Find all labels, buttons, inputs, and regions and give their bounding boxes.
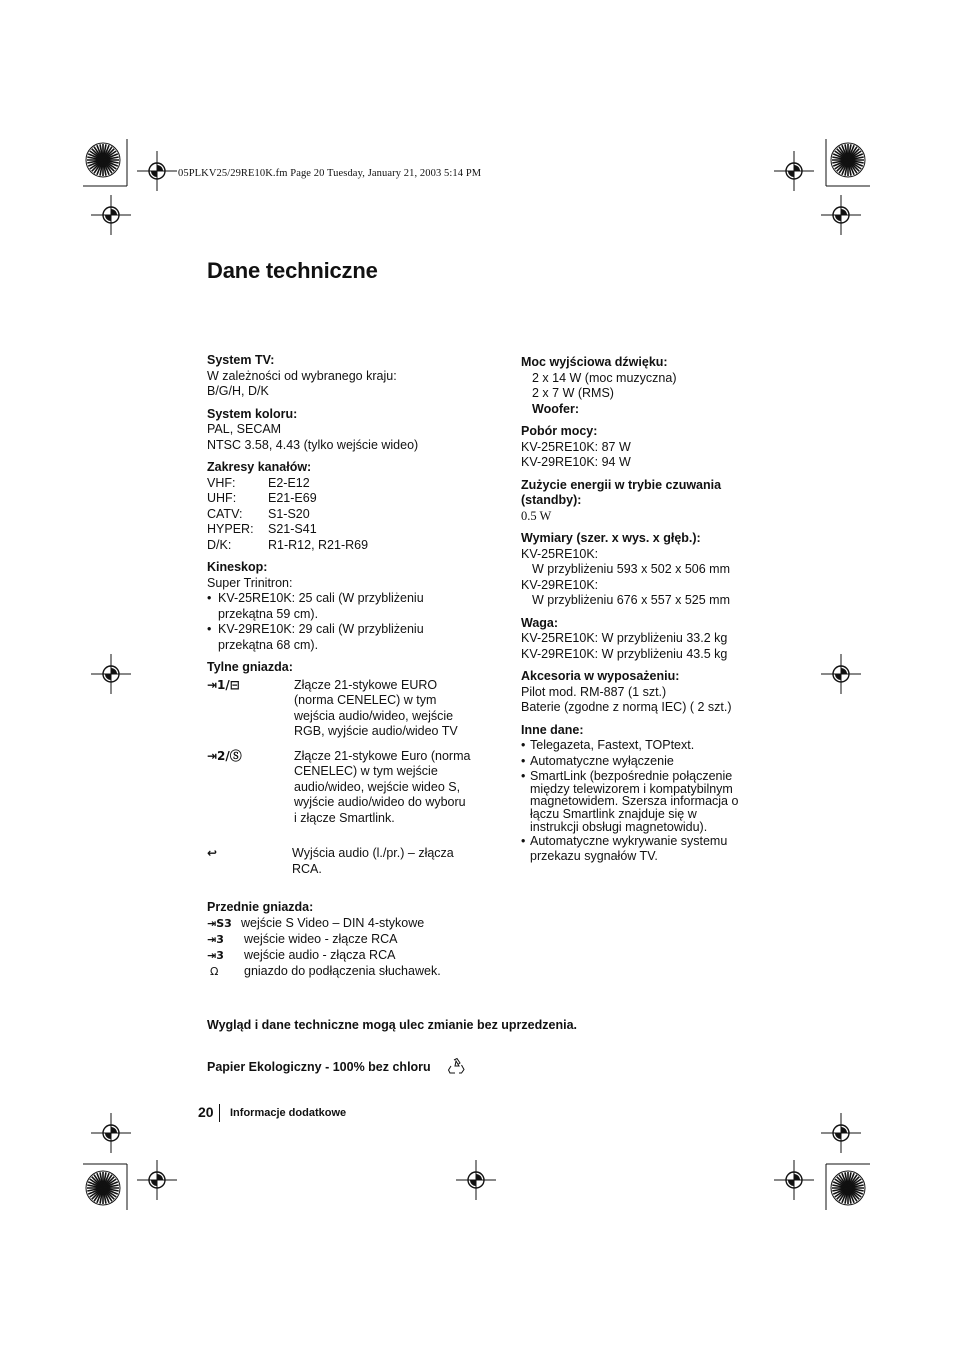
band-label: HYPER: <box>207 522 254 536</box>
band-value: S21-S41 <box>268 522 317 536</box>
page-title: Dane techniczne <box>207 258 378 283</box>
text-line: łączu Smartlink znajduje się w <box>530 807 697 822</box>
text-line: wyjście audio/wideo do wyboru <box>294 795 466 809</box>
heading: Kineskop: <box>207 560 268 574</box>
band-label: D/K: <box>207 537 232 552</box>
section-tylne-gniazda <box>207 660 497 877</box>
left-column <box>207 353 497 980</box>
list-item <box>207 622 497 653</box>
text-line: • Automatyczne wyłączenie <box>530 753 674 768</box>
heading: Akcesoria w wyposażeniu: <box>521 669 680 683</box>
list-item <box>521 738 761 754</box>
reg-mark-icon <box>91 1113 131 1153</box>
list-item <box>521 834 761 865</box>
section-zakresy <box>207 460 497 553</box>
text-line: Super Trinitron: <box>207 575 293 590</box>
heading: System TV: <box>207 353 275 367</box>
text-line: KV-25RE10K: <box>521 546 599 561</box>
text-line: Baterie (zgodne z normą IEC) ( 2 szt.) <box>521 700 732 714</box>
section-system-koloru <box>207 407 497 454</box>
s-video-icon: ⇥S3 <box>207 916 232 930</box>
reg-mark-icon <box>91 195 131 235</box>
band-row <box>207 476 497 492</box>
recycle-icon <box>447 1057 467 1077</box>
reg-mark-icon <box>456 1160 496 1200</box>
front-jack-row <box>207 916 497 932</box>
band-value: E2-E12 <box>268 475 310 490</box>
text-line: wejście wideo - złącze RCA <box>244 931 398 946</box>
scart-s-icon: ⇥2/Ⓢ <box>207 748 242 763</box>
section-waga <box>521 616 761 663</box>
list-item <box>207 591 497 622</box>
section-pobor <box>521 424 761 471</box>
heading: Pobór mocy: <box>521 424 598 438</box>
text-line: 0.5 W <box>521 508 552 523</box>
band-value: E21-E69 <box>268 491 317 505</box>
band-label: CATV: <box>207 506 243 521</box>
front-jack-row <box>207 932 497 948</box>
reg-mark-icon <box>774 151 814 191</box>
reg-mark-icon <box>821 654 861 694</box>
text-line: wejście audio - złącza RCA <box>244 947 396 962</box>
list-item <box>521 754 761 770</box>
heading: (standby): <box>521 493 582 507</box>
heading: Tylne gniazda: <box>207 660 293 674</box>
audio-in-icon: ⇥3 <box>207 948 224 962</box>
text-line: W przybliżeniu 593 x 502 x 506 mm <box>532 562 731 576</box>
text-line: W zależności od wybranego kraju: <box>207 368 397 383</box>
reg-mark-icon <box>821 1113 861 1153</box>
band-value: S1-S20 <box>268 506 310 521</box>
text-line: przekątna 59 cm). <box>218 606 319 621</box>
text-line: RGB, wyjście audio/wideo TV <box>294 724 458 738</box>
text-line: W przybliżeniu 676 x 557 x 525 mm <box>532 593 731 607</box>
heading: Przednie gniazda: <box>207 900 314 914</box>
text-line: KV-29RE10K: <box>521 577 599 592</box>
heading: Zakresy kanałów: <box>207 460 312 474</box>
text-line: CENELEC) w tym wejście <box>294 764 438 778</box>
heading: Inne dane: <box>521 722 584 737</box>
section-name: Informacje dodatkowe <box>230 1107 347 1119</box>
band-value: R1-R12, R21-R69 <box>268 537 369 552</box>
heading: Moc wyjściowa dźwięku: <box>521 355 668 369</box>
text-line: • SmartLink (bezpośrednie połączenie <box>530 769 733 783</box>
right-column <box>521 355 761 865</box>
connector-item <box>207 678 497 740</box>
text-line: B/G/H, D/K <box>207 384 269 398</box>
connector-item <box>207 846 497 877</box>
reg-mark-icon <box>91 654 131 694</box>
scart-icon: ⇥1/⊟ <box>207 677 240 692</box>
band-row <box>207 522 497 538</box>
band-label: VHF: <box>207 475 236 490</box>
band-row <box>207 507 497 523</box>
headphones-icon: Ω <box>210 964 219 978</box>
section-przednie-gniazda <box>207 900 497 980</box>
video-in-icon: ⇥3 <box>207 932 224 946</box>
section-inne <box>521 723 761 865</box>
starburst-icon <box>831 1171 865 1205</box>
text-line: Złącze 21-stykowe EURO <box>294 677 438 692</box>
text-line: przekazu sygnałów TV. <box>530 849 658 864</box>
section-moc <box>521 355 761 417</box>
section-wymiary <box>521 531 761 609</box>
section-system-tv <box>207 353 497 400</box>
reg-mark-icon <box>137 151 177 191</box>
text-line: NTSC 3.58, 4.43 (tylko wejście wideo) <box>207 437 419 452</box>
section-kineskop <box>207 560 497 653</box>
text-line: i złącze Smartlink. <box>294 810 395 825</box>
text-line: KV-29RE10K: W przybliżeniu 43.5 kg <box>521 646 728 661</box>
text-line: gniazdo do podłączenia słuchawek. <box>244 963 441 978</box>
text-line: 2 x 14 W (moc muzyczna) <box>532 370 677 385</box>
heading: Waga: <box>521 615 559 630</box>
text-line: RCA. <box>292 861 322 876</box>
heading: Zużycie energii w trybie czuwania <box>521 477 722 492</box>
text-line: Pilot mod. RM-887 (1 szt.) <box>521 684 667 699</box>
text-line: Złącze 21-stykowe Euro (norma <box>294 748 471 763</box>
text-line: • Telegazeta, Fastext, TOPtext. <box>530 738 695 752</box>
subheading: Woofer: <box>532 401 579 416</box>
page-number: 20 <box>198 1104 214 1120</box>
text-line: 2 x 7 W (RMS) <box>532 386 614 400</box>
heading: Wymiary (szer. x wys. x głęb.): <box>521 531 701 545</box>
front-jack-row <box>207 948 497 964</box>
text-line: magnetowidem. Szersza informacja o <box>530 794 739 809</box>
text-line: wejście S Video – DIN 4-stykowe <box>241 915 425 930</box>
text-line: KV-25RE10K: W przybliżeniu 33.2 kg <box>521 631 728 645</box>
text-line: PAL, SECAM <box>207 422 282 436</box>
text-line: instrukcji obsługi magnetowidu). <box>530 819 708 834</box>
text-line: wejścia audio/wideo, wejście <box>294 708 454 723</box>
front-jack-row <box>207 964 497 980</box>
connector-item <box>207 749 497 827</box>
starburst-icon <box>831 143 865 177</box>
starburst-icon <box>86 143 120 177</box>
text-line: KV-25RE10K: 87 W <box>521 439 631 454</box>
band-row <box>207 491 497 507</box>
eco-text: Papier Ekologiczny - 100% bez chloru <box>207 1060 431 1074</box>
section-zuzycie <box>521 478 761 525</box>
starburst-icon <box>86 1171 120 1205</box>
text-line: przekątna 68 cm). <box>218 637 319 652</box>
footer-divider <box>219 1104 220 1122</box>
text-line: • Automatyczne wykrywanie systemu <box>530 833 728 848</box>
file-header: 05PLKV25/29RE10K.fm Page 20 Tuesday, January 21, 2003 5:14 PM <box>178 168 482 179</box>
text-line: KV-29RE10K: 94 W <box>521 455 631 469</box>
section-akcesoria <box>521 669 761 716</box>
audio-out-icon: ↩ <box>207 846 218 860</box>
band-label: UHF: <box>207 491 237 505</box>
text-line: • KV-29RE10K: 29 cali (W przybliżeniu <box>218 622 424 636</box>
disclaimer-note: Wygląd i dane techniczne mogą ulec zmianie bez uprzedzenia. <box>207 1018 577 1032</box>
text-line: audio/wideo, wejście wideo S, <box>294 779 461 794</box>
reg-mark-icon <box>774 1160 814 1200</box>
reg-mark-icon <box>137 1160 177 1200</box>
text-line: Wyjścia audio (l./pr.) – złącza <box>292 846 454 860</box>
text-line: (norma CENELEC) w tym <box>294 693 437 707</box>
band-row <box>207 538 497 554</box>
list-item <box>521 770 761 834</box>
eco-paper-note <box>207 1060 431 1074</box>
text-line: między telewizorem i kompatybilnym <box>530 781 733 796</box>
heading: System koloru: <box>207 406 298 421</box>
text-line: • KV-25RE10K: 25 cali (W przybliżeniu <box>218 591 424 605</box>
reg-mark-icon <box>821 195 861 235</box>
